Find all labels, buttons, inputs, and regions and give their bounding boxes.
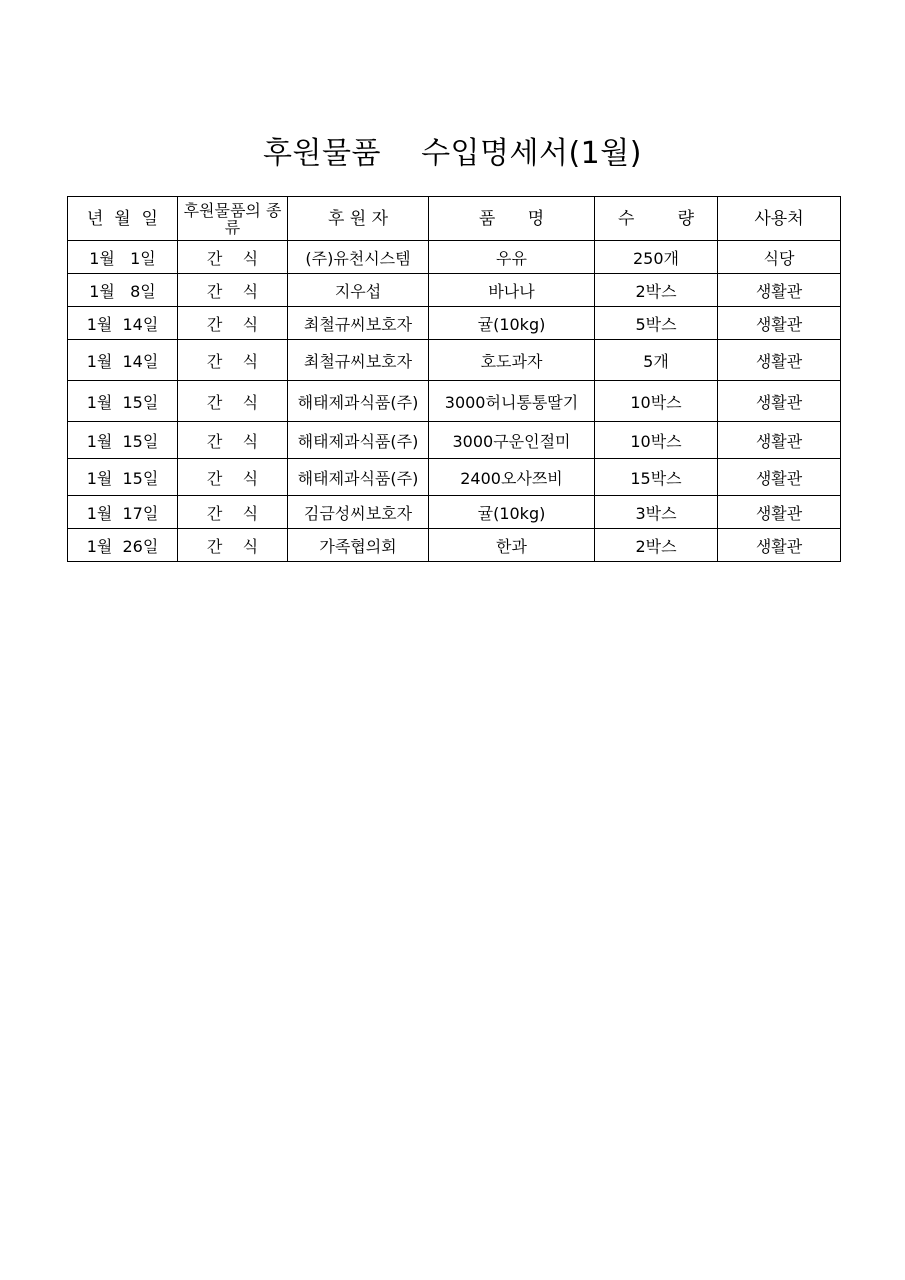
table-row	[68, 241, 841, 274]
table-row	[68, 307, 841, 340]
cell-date: 1월 15일	[68, 422, 178, 459]
cell-item-type: 간 식	[178, 459, 288, 496]
cell-date: 1월 15일	[68, 381, 178, 422]
donation-receipt-table	[67, 196, 841, 562]
cell-item-type: 간 식	[178, 529, 288, 562]
header-item-type: 후원물품의 종류	[178, 197, 288, 241]
cell-item-type: 간 식	[178, 307, 288, 340]
cell-quantity: 10박스	[595, 381, 718, 422]
table-row	[68, 274, 841, 307]
header-quantity: 수 량	[595, 197, 718, 241]
cell-item-name: 우유	[429, 241, 595, 274]
cell-quantity: 3박스	[595, 496, 718, 529]
cell-item-name: 바나나	[429, 274, 595, 307]
cell-donor: 지우섭	[288, 274, 429, 307]
cell-usage-place: 식당	[718, 241, 841, 274]
cell-item-name: 3000구운인절미	[429, 422, 595, 459]
cell-item-type: 간 식	[178, 422, 288, 459]
cell-usage-place: 생활관	[718, 274, 841, 307]
cell-donor: 김금성씨보호자	[288, 496, 429, 529]
header-date: 년 월 일	[68, 197, 178, 241]
table-row	[68, 496, 841, 529]
cell-date: 1월 14일	[68, 340, 178, 381]
cell-donor: 최철규씨보호자	[288, 340, 429, 381]
cell-item-name: 2400오사쯔비	[429, 459, 595, 496]
cell-quantity: 250개	[595, 241, 718, 274]
table-row	[68, 529, 841, 562]
page-title: 후원물품 수입명세서(1월)	[263, 136, 642, 171]
cell-usage-place: 생활관	[718, 307, 841, 340]
cell-usage-place: 생활관	[718, 529, 841, 562]
cell-item-type: 간 식	[178, 274, 288, 307]
table-row	[68, 340, 841, 381]
cell-item-name: 귤(10kg)	[429, 496, 595, 529]
cell-donor: 해태제과식품(주)	[288, 381, 429, 422]
cell-usage-place: 생활관	[718, 459, 841, 496]
cell-donor: 가족협의회	[288, 529, 429, 562]
cell-item-name: 3000허니통통딸기	[429, 381, 595, 422]
cell-date: 1월 17일	[68, 496, 178, 529]
cell-quantity: 10박스	[595, 422, 718, 459]
table-row	[68, 459, 841, 496]
cell-quantity: 2박스	[595, 274, 718, 307]
cell-donor: 최철규씨보호자	[288, 307, 429, 340]
cell-item-name: 귤(10kg)	[429, 307, 595, 340]
header-item-name: 품 명	[429, 197, 595, 241]
cell-quantity: 15박스	[595, 459, 718, 496]
cell-quantity: 5개	[595, 340, 718, 381]
cell-item-name: 한과	[429, 529, 595, 562]
cell-item-type: 간 식	[178, 496, 288, 529]
cell-quantity: 5박스	[595, 307, 718, 340]
cell-date: 1월 26일	[68, 529, 178, 562]
cell-donor: (주)유천시스템	[288, 241, 429, 274]
header-usage-place: 사용처	[718, 197, 841, 241]
cell-item-type: 간 식	[178, 241, 288, 274]
cell-usage-place: 생활관	[718, 340, 841, 381]
cell-usage-place: 생활관	[718, 422, 841, 459]
cell-item-type: 간 식	[178, 381, 288, 422]
table-row	[68, 381, 841, 422]
cell-date: 1월 1일	[68, 241, 178, 274]
cell-item-name: 호도과자	[429, 340, 595, 381]
cell-usage-place: 생활관	[718, 381, 841, 422]
cell-donor: 해태제과식품(주)	[288, 422, 429, 459]
cell-donor: 해태제과식품(주)	[288, 459, 429, 496]
header-donor: 후 원 자	[288, 197, 429, 241]
cell-item-type: 간 식	[178, 340, 288, 381]
cell-quantity: 2박스	[595, 529, 718, 562]
cell-usage-place: 생활관	[718, 496, 841, 529]
cell-date: 1월 8일	[68, 274, 178, 307]
table-row	[68, 422, 841, 459]
cell-date: 1월 14일	[68, 307, 178, 340]
table-header-row	[68, 197, 841, 241]
cell-date: 1월 15일	[68, 459, 178, 496]
